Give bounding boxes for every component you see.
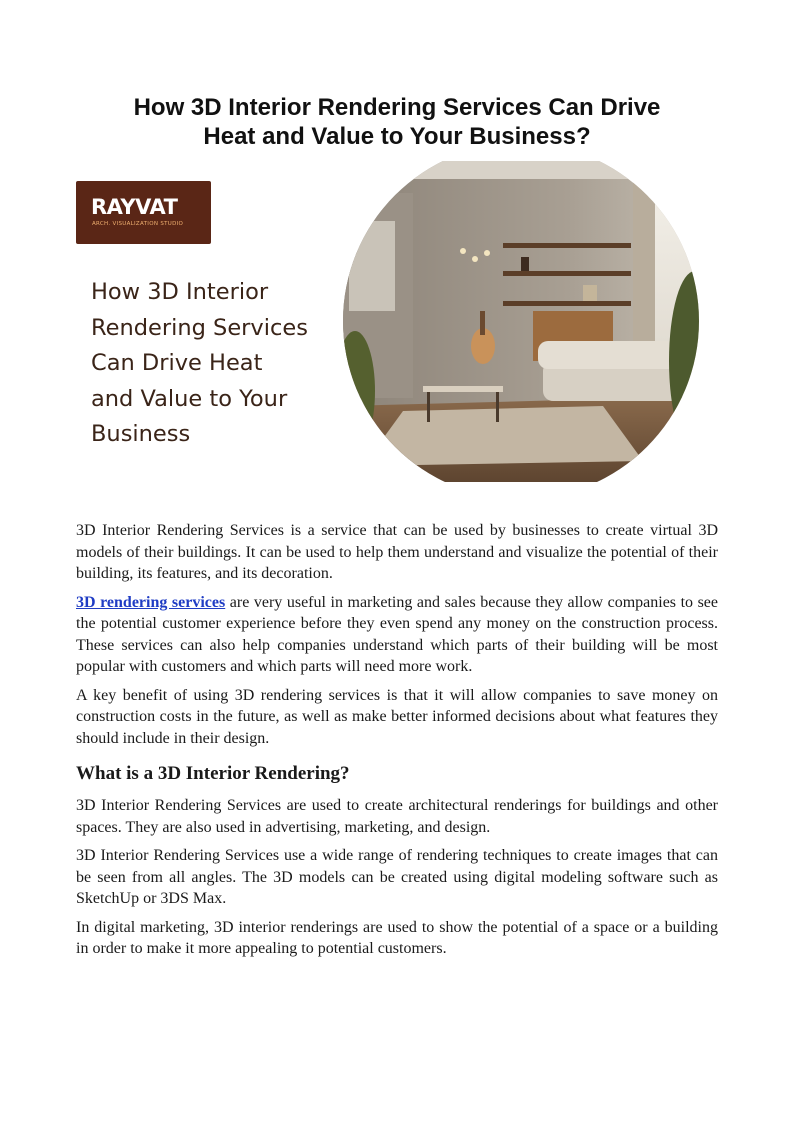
page-title-line-2: Heat and Value to Your Business? — [203, 123, 591, 150]
paragraph: A key benefit of using 3D rendering services is that it will allow companies to save money on construction costs in the future, as well as make better informed decisions about what features they should include in their design. — [76, 686, 718, 747]
paragraph: 3D Interior Rendering Services is a service that can be used by businesses to create virtual 3D models of their buildings. It can be used to help them understand and visualize the potential of their building, its features, and its decoration. — [76, 522, 718, 582]
banner-line: and Value to Your — [91, 385, 288, 412]
page-title — [80, 93, 714, 151]
paragraph: 3D Interior Rendering Services use a wide range of rendering techniques to create images that can be seen from all angles. The 3D models can be created using digital modeling software such as SketchUp or 3DS Max. — [76, 847, 718, 907]
rayvat-logo — [76, 181, 211, 244]
banner-line: Rendering Services — [91, 314, 308, 341]
logo-wordmark: RAYVAT — [91, 195, 178, 219]
hero-banner — [76, 161, 718, 482]
article-body — [76, 520, 718, 967]
paragraph — [76, 592, 718, 678]
banner-headline — [91, 275, 341, 453]
banner-line: Can Drive Heat — [91, 350, 263, 376]
paragraph: In digital marketing, 3D interior renderings are used to show the potential of a space or a building in order to make it more appealing to potential customers. — [76, 918, 718, 957]
page-title-line-1: How 3D Interior Rendering Services Can Drive — [133, 94, 661, 121]
logo-tagline: ARCH. VISUALIZATION STUDIO — [92, 221, 184, 227]
rendering-services-link[interactable]: 3D rendering services — [76, 593, 226, 611]
banner-line: Business — [91, 421, 191, 447]
paragraph-text: are very useful in marketing and sales because they allow companies to see the potential customer experience before they even spend any money on the construction process. These services can also help companies understand which parts of their building will be most popular with customers and which parts will need more work. — [76, 593, 718, 675]
paragraph: 3D Interior Rendering Services are used to create architectural renderings for buildings and other spaces. They are also used in advertising, marketing, and design. — [76, 797, 718, 836]
section-heading: What is a 3D Interior Rendering? — [76, 763, 350, 784]
banner-line: How 3D Interior — [91, 279, 269, 305]
interior-render-image — [343, 161, 718, 482]
